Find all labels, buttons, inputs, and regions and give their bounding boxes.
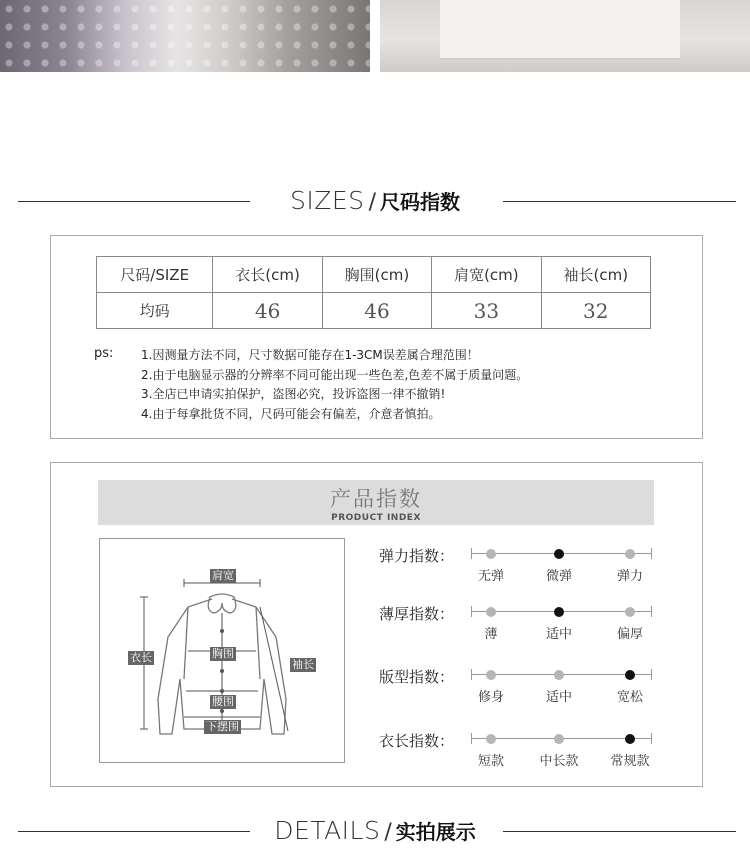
measurement-diagram (99, 538, 345, 763)
index-option-label: 偏厚 (616, 627, 643, 642)
index-option-dot-selected (625, 670, 635, 680)
sizes-title-separator: / (368, 190, 376, 215)
size-table-cell: 32 (541, 293, 650, 329)
index-option-label: 中长款 (539, 754, 579, 769)
details-title-en: DETAILS (274, 816, 381, 845)
index-option-dot (554, 670, 564, 680)
diagram-label-shoulder: 肩宽 (212, 569, 234, 582)
index-option-label: 无弹 (477, 569, 504, 584)
note-item: 1.因测量方法不同，尺寸数据可能存在1-3CM误差属合理范围！ (141, 348, 479, 362)
details-title-cn: 实拍展示 (395, 820, 476, 844)
diagram-label-hem: 下摆围 (206, 720, 239, 733)
index-option-dot (625, 549, 635, 559)
index-row-name: 弹力指数： (379, 547, 455, 565)
product-photo-left (0, 0, 370, 72)
size-table (96, 256, 651, 329)
diagram-label-waist: 腰围 (212, 695, 234, 708)
index-option-dot (486, 607, 496, 617)
product-index-title-cn: 产品指数 (330, 487, 422, 511)
size-table-header: 肩宽(cm) (432, 257, 541, 293)
size-table-header-row (97, 257, 651, 293)
details-title-separator: / (384, 820, 392, 845)
index-row-length (371, 725, 671, 769)
index-option-label: 适中 (545, 627, 572, 642)
size-table-header: 尺码/SIZE (97, 257, 213, 293)
index-option-label: 常规款 (610, 754, 650, 769)
index-option-label: 适中 (545, 690, 572, 705)
sizes-title-cn: 尺码指数 (379, 190, 460, 214)
index-row-name: 薄厚指数： (379, 605, 455, 623)
product-index-banner (98, 480, 654, 525)
index-option-label: 弹力 (616, 569, 643, 584)
note-item: 3.全店已申请实拍保护，盗图必究，投诉盗图一律不撤销! (141, 387, 446, 401)
notes-list (141, 346, 528, 424)
sizes-title-en: SIZES (290, 186, 365, 215)
index-option-label: 微弹 (545, 569, 572, 584)
size-chart-box (50, 235, 703, 439)
details-section-header (0, 816, 750, 846)
size-table-cell: 33 (432, 293, 541, 329)
size-table-cell: 均码 (97, 293, 213, 329)
diagram-label-chest: 胸围 (212, 647, 234, 660)
index-option-dot (554, 734, 564, 744)
index-option-dot (486, 734, 496, 744)
index-option-label: 短款 (477, 754, 504, 769)
index-option-dot (625, 607, 635, 617)
size-table-header: 胸围(cm) (322, 257, 431, 293)
size-table-row (97, 293, 651, 329)
size-table-header: 袖长(cm) (541, 257, 650, 293)
index-option-label: 宽松 (616, 690, 643, 705)
product-index-box (50, 462, 703, 787)
index-option-dot-selected (554, 607, 564, 617)
index-option-dot-selected (554, 549, 564, 559)
diagram-label-length: 衣长 (130, 651, 152, 664)
product-photo-right (380, 0, 750, 72)
diagram-label-sleeve: 袖长 (292, 658, 314, 671)
note-item: 2.由于电脑显示器的分辨率不同可能出现一些色差,色差不属于质量问题。 (141, 367, 529, 382)
sizes-section-header (0, 186, 750, 216)
index-option-dot (486, 670, 496, 680)
index-row-name: 版型指数： (379, 668, 455, 686)
index-row-thickness (371, 598, 671, 642)
note-item: 4.由于每拿批货不同，尺码可能会有偏差，介意者慎拍。 (141, 406, 441, 421)
index-row-fit (371, 661, 671, 705)
index-row-elasticity (371, 540, 671, 584)
notes-label: ps: (94, 346, 114, 361)
index-option-label: 薄 (484, 627, 498, 642)
index-row-name: 衣长指数： (379, 732, 455, 750)
product-index-title-en: PRODUCT INDEX (331, 513, 421, 523)
index-option-dot-selected (625, 734, 635, 744)
index-option-dot (486, 549, 496, 559)
size-table-cell: 46 (213, 293, 322, 329)
index-rows (371, 538, 671, 778)
size-table-header: 衣长(cm) (213, 257, 322, 293)
size-table-cell: 46 (322, 293, 431, 329)
index-option-label: 修身 (477, 690, 504, 705)
